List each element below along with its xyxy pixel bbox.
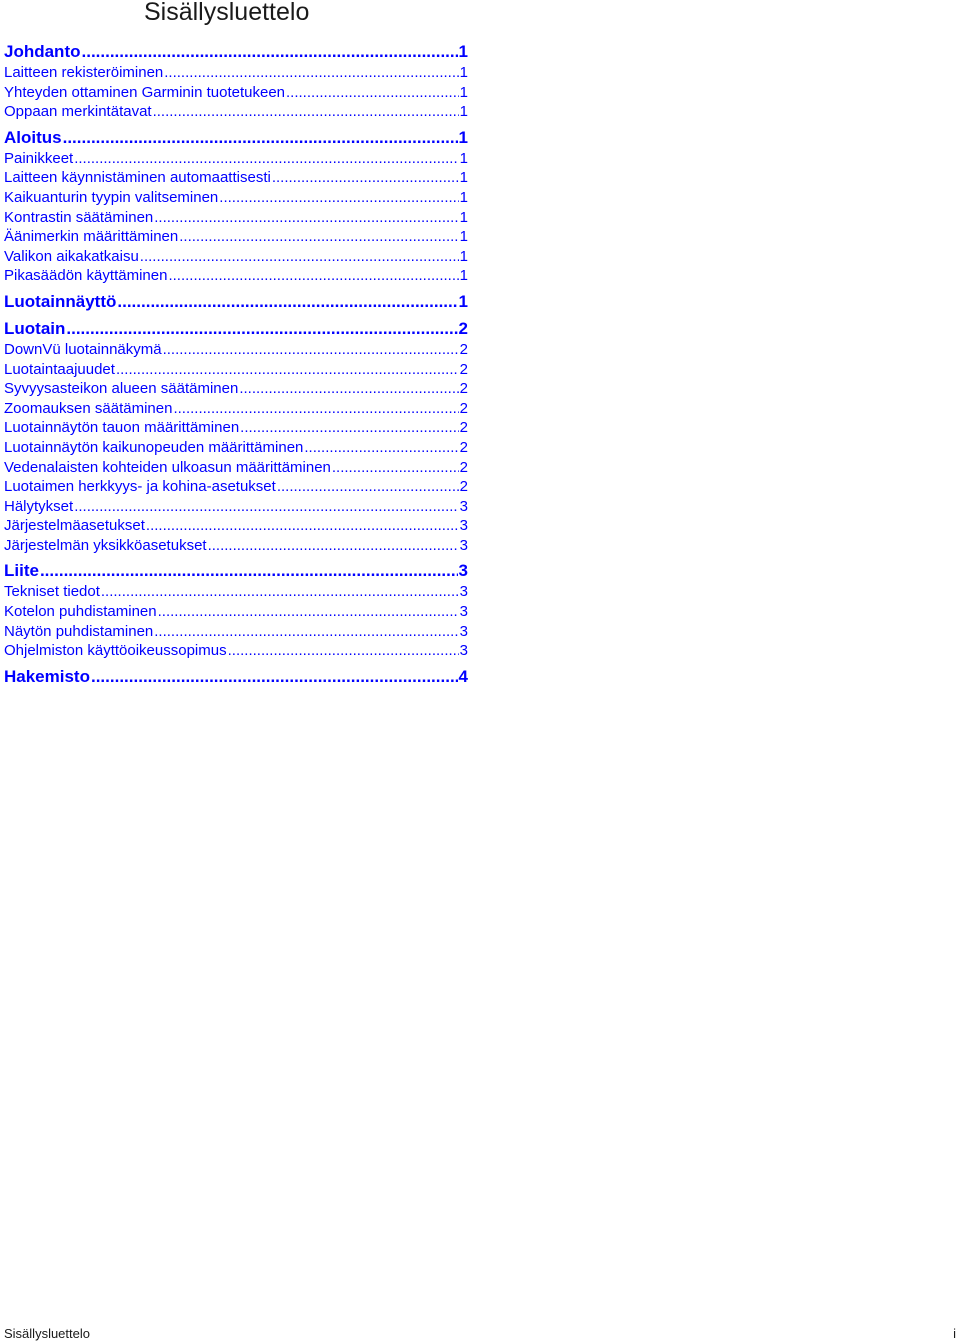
toc-item-link[interactable]	[4, 102, 468, 122]
toc-section-link[interactable]	[4, 290, 468, 313]
toc-page-number: 3	[459, 536, 468, 554]
toc-page-number: 2	[459, 438, 468, 456]
toc-entry-label: Näytön puhdistaminen	[4, 622, 154, 640]
toc-entry-label: Yhteyden ottaminen Garminin tuotetukeen	[4, 83, 286, 101]
toc-page-number: 2	[459, 360, 468, 378]
toc-entry-label: Luotainnäytön kaikunopeuden määrittäminen	[4, 438, 304, 456]
toc-dot-leader	[117, 290, 457, 313]
toc-item-link[interactable]	[4, 340, 468, 360]
toc-page-number: 1	[459, 169, 468, 187]
toc-page-number: 1	[458, 127, 468, 147]
toc-dot-leader	[240, 418, 458, 438]
toc-entry-label: Syvyysasteikon alueen säätäminen	[4, 380, 239, 398]
toc-dot-leader	[140, 247, 459, 267]
toc-dot-leader	[116, 360, 459, 380]
toc-dot-leader	[304, 438, 458, 458]
toc-entry-label: Kotelon puhdistaminen	[4, 603, 157, 621]
toc-entry-label: Laitteen käynnistäminen automaattisesti	[4, 169, 271, 187]
toc-item-link[interactable]	[4, 438, 468, 458]
toc-item-link[interactable]	[4, 227, 468, 247]
toc-entry-label: Järjestelmän yksikköasetukset	[4, 536, 207, 554]
toc-page-number: 1	[459, 228, 468, 246]
toc-dot-leader	[168, 266, 458, 286]
toc-dot-leader	[146, 516, 459, 536]
toc-item-link[interactable]	[4, 602, 468, 622]
toc-item-link[interactable]	[4, 188, 468, 208]
toc-page-number: 1	[459, 64, 468, 81]
toc-item-link[interactable]	[4, 536, 468, 556]
toc-page-number: 3	[459, 603, 468, 621]
toc-entry-label: Vedenalaisten kohteiden ulkoasun määrittäminen	[4, 458, 331, 476]
toc-entry-label: Oppaan merkintätavat	[4, 103, 152, 121]
toc-dot-leader	[40, 559, 458, 582]
toc-entry-label: Hakemisto	[4, 666, 90, 686]
footer-page-number: i	[953, 1326, 956, 1341]
toc-dot-leader	[74, 149, 458, 169]
toc-page-number: 1	[458, 42, 468, 61]
toc-section-link[interactable]	[4, 317, 468, 340]
toc-item-link[interactable]	[4, 83, 468, 103]
toc-dot-leader	[219, 188, 458, 208]
toc-page-number: 2	[459, 340, 468, 358]
toc-page-number: 1	[459, 267, 468, 285]
toc-page-number: 4	[458, 666, 468, 686]
toc-page-number: 3	[459, 642, 468, 660]
toc-dot-leader	[173, 399, 458, 419]
toc-entry-label: Järjestelmäasetukset	[4, 517, 145, 535]
toc-dot-leader	[63, 126, 458, 149]
toc-entry-label: Ohjelmiston käyttöoikeussopimus	[4, 642, 227, 660]
toc-dot-leader	[153, 102, 459, 122]
toc-dot-leader	[179, 227, 458, 247]
toc-dot-leader	[164, 63, 458, 83]
toc-entry-label: Luotaintaajuudet	[4, 360, 115, 378]
toc-dot-leader	[277, 477, 459, 497]
toc-entry-label: Johdanto	[4, 42, 81, 61]
toc-item-link[interactable]	[4, 399, 468, 419]
toc-entry-label: DownVü luotainnäkymä	[4, 340, 162, 358]
toc-page-number: 1	[458, 291, 468, 311]
toc-entry-label: Laitteen rekisteröiminen	[4, 64, 164, 81]
toc-dot-leader	[74, 497, 458, 517]
toc-entry-label: Liite	[4, 561, 39, 581]
toc-page-number: 1	[459, 208, 468, 226]
toc-dot-leader	[101, 582, 459, 602]
toc-entry-label: Hälytykset	[4, 497, 74, 515]
toc-dot-leader	[332, 458, 459, 478]
toc-entry-label: Luotainnäyttö	[4, 291, 117, 311]
toc-entry-label: Luotain	[4, 318, 66, 338]
toc-entry-label: Kontrastin säätäminen	[4, 208, 154, 226]
toc-section-link[interactable]	[4, 665, 468, 688]
toc-item-link[interactable]	[4, 641, 468, 661]
toc-page-number: 3	[459, 622, 468, 640]
toc-item-link[interactable]	[4, 379, 468, 399]
toc-entry-label: Pikasäädön käyttäminen	[4, 267, 168, 285]
toc-item-link[interactable]	[4, 266, 468, 286]
toc-page-number: 1	[459, 103, 468, 121]
toc-item-link[interactable]	[4, 497, 468, 517]
toc-page-number: 3	[459, 583, 468, 601]
toc-page-number: 3	[458, 561, 468, 581]
toc-dot-leader	[82, 40, 458, 63]
toc-item-link[interactable]	[4, 208, 468, 228]
toc-entry-label: Kaikuanturin tyypin valitseminen	[4, 188, 219, 206]
toc-dot-leader	[163, 340, 459, 360]
toc-item-link[interactable]	[4, 477, 468, 497]
toc-section-link[interactable]	[4, 559, 468, 582]
toc-entry-label: Tekniset tiedot	[4, 583, 100, 601]
toc-entry-label: Valikon aikakatkaisu	[4, 247, 139, 265]
toc-dot-leader	[286, 83, 459, 103]
toc-item-link[interactable]	[4, 360, 468, 380]
toc-dot-leader	[91, 665, 458, 688]
toc-page-number: 2	[459, 478, 468, 496]
toc-page-number: 2	[458, 318, 468, 338]
toc-page-number: 2	[459, 399, 468, 417]
toc-item-link[interactable]	[4, 247, 468, 267]
footer-section-title: Sisällysluettelo	[4, 1326, 90, 1341]
toc-page-number: 3	[459, 497, 468, 515]
page-title: Sisällysluettelo	[144, 0, 310, 26]
toc-dot-leader	[158, 602, 459, 622]
toc-page-number: 2	[459, 458, 468, 476]
table-of-contents	[4, 40, 468, 688]
toc-dot-leader	[272, 168, 459, 188]
toc-page-number: 2	[459, 380, 468, 398]
toc-item-link[interactable]	[4, 63, 468, 83]
toc-page-number: 1	[459, 247, 468, 265]
toc-page-number: 1	[459, 188, 468, 206]
toc-dot-leader	[66, 317, 457, 340]
toc-item-link[interactable]	[4, 622, 468, 642]
toc-dot-leader	[154, 208, 458, 228]
toc-item-link[interactable]	[4, 516, 468, 536]
toc-item-link[interactable]	[4, 168, 468, 188]
toc-page-number: 2	[459, 419, 468, 437]
toc-section-link[interactable]	[4, 40, 468, 63]
toc-item-link[interactable]	[4, 418, 468, 438]
toc-page-number: 1	[459, 83, 468, 101]
toc-item-link[interactable]	[4, 149, 468, 169]
toc-entry-label: Aloitus	[4, 127, 62, 147]
toc-entry-label: Painikkeet	[4, 149, 74, 167]
toc-entry-label: Luotaimen herkkyys- ja kohina-asetukset	[4, 478, 276, 496]
toc-item-link[interactable]	[4, 582, 468, 602]
toc-dot-leader	[228, 641, 459, 661]
toc-dot-leader	[208, 536, 459, 556]
toc-item-link[interactable]	[4, 458, 468, 478]
toc-page-number: 3	[459, 517, 468, 535]
toc-entry-label: Zoomauksen säätäminen	[4, 399, 173, 417]
page-footer	[4, 1326, 956, 1343]
toc-page-number: 1	[459, 149, 468, 167]
toc-section-link[interactable]	[4, 126, 468, 149]
toc-entry-label: Luotainnäytön tauon määrittäminen	[4, 419, 240, 437]
toc-dot-leader	[239, 379, 458, 399]
toc-dot-leader	[154, 622, 458, 642]
toc-entry-label: Äänimerkin määrittäminen	[4, 228, 179, 246]
